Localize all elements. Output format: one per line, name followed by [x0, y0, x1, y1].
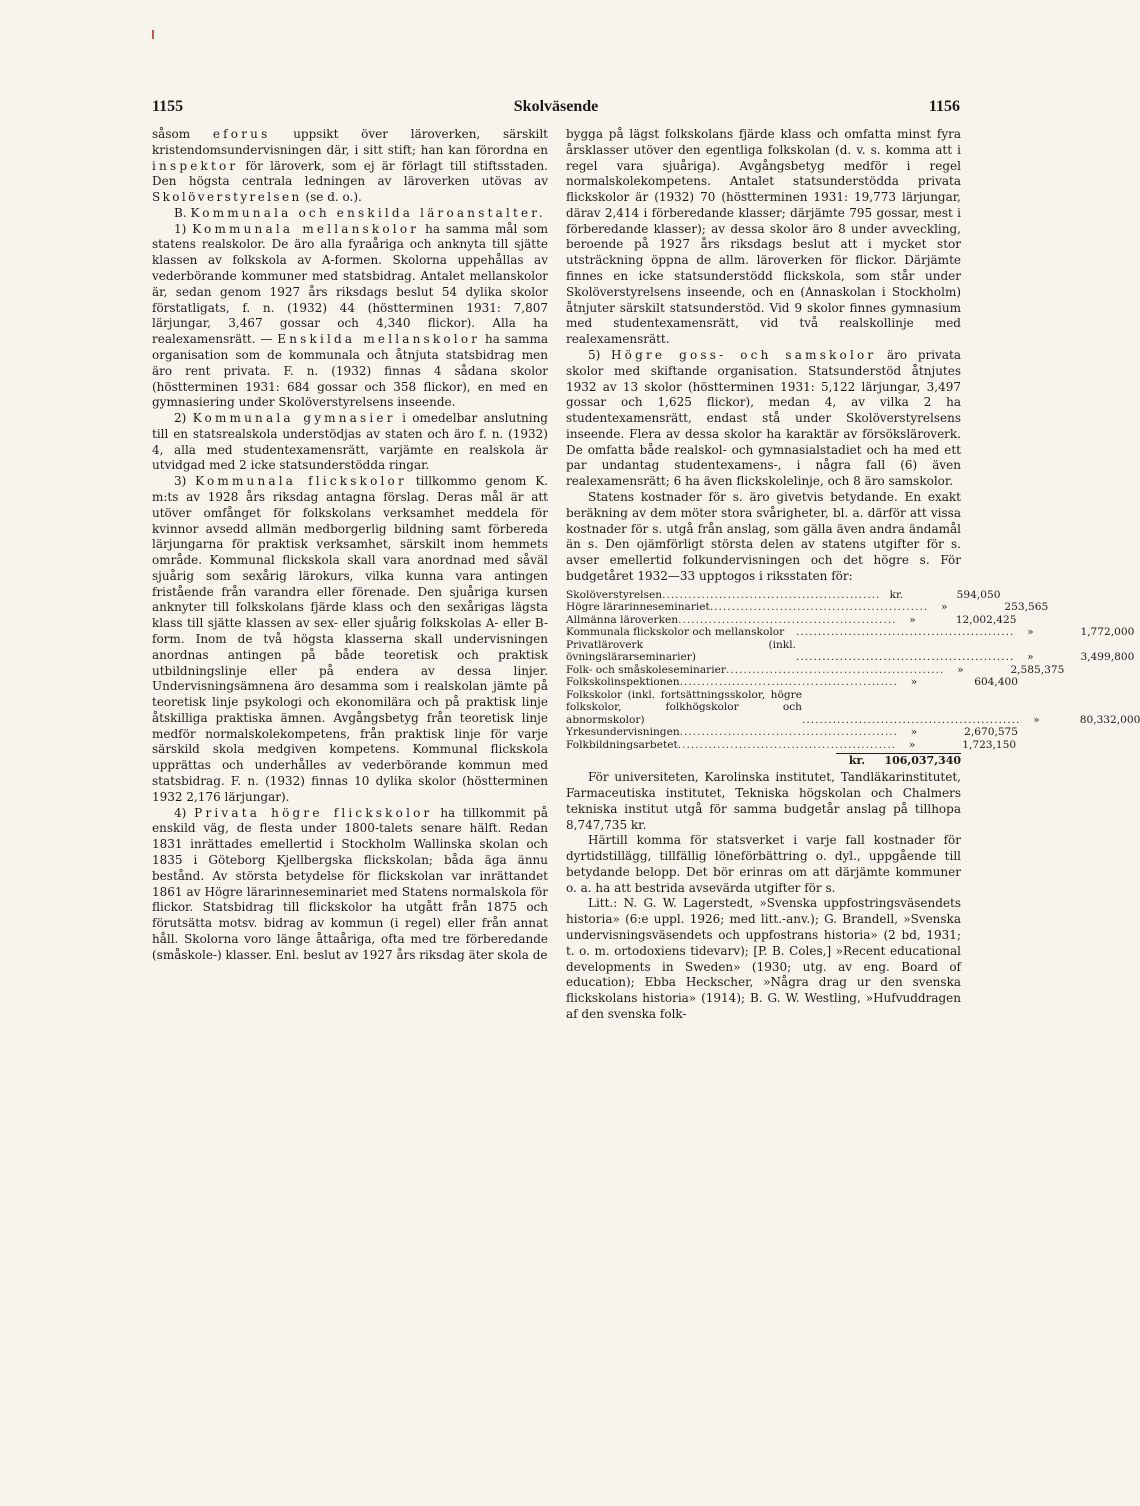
budget-row [566, 588, 1001, 602]
budget-row [566, 601, 1049, 614]
text: tillkommo genom K. m:ts av 1928 års riksdag antagna förslag. Deras mål är att utöver omfånget för folkskolans verksamhet meddela för kvinnor avsedd allmän medborgerlig bildning samt förbereda lärjungarna för praktisk verksamhet, särskilt inom hemmets område. Kommunal flickskola skall vara anordnad med såväl sjuårig som sexårig lärokurs, vilka kunna vara antingen fristående från varandra eller förenade. Den sjuåriga kursen anknyter till folkskolans fjärde klass och den sexårigas lägsta klass till sjätte klassen av sex- eller sjuårig folkskolas A- eller B-form. Inom de två högsta klasserna skall undervisningen anordnas antingen på både teoretisk och praktisk utbildningslinje eller på endera av dessa linjer. Undervisningsämnena äro desamma som i realskolan jämte på teoretisk linje psykologi och ekonomilära och på praktisk linje åtskilliga praktiska ämnen. Avgångsbetyg från teoretisk linje medför normalskolekompetens, från praktisk linje för varje särskild skola medgiven kompetens. Kommunal flickskola upprättas och underhålles av vederbörande kommun med statsbidrag. F. n. (1932) finnas 10 dylika skolor (höstterminen 1932 2,176 lärjungar). [152, 474, 548, 804]
spaced-term: eforus [212, 127, 271, 141]
paragraph-mellanskolor [152, 222, 548, 411]
leader-dots: .................................................. [796, 651, 1015, 664]
spaced-term: Skolöverstyrelsen [152, 190, 302, 205]
right-column [566, 127, 1140, 1023]
budget-label: Folk- och småskoleseminarier [566, 663, 726, 676]
budget-value: 604,400 [974, 676, 1019, 689]
paragraph-privata-flickskolor [152, 806, 548, 964]
text: 2) [174, 411, 193, 426]
running-title: Skolväsende [513, 98, 599, 115]
text: 5) [588, 347, 611, 362]
leader-dots: .................................................. [796, 626, 1015, 639]
total-unit: kr. [848, 754, 866, 768]
paragraph-samskolor [566, 348, 961, 490]
budget-label: Högre lärarinneseminariet [566, 601, 710, 614]
budget-unit: » [910, 676, 918, 689]
budget-label: Allmänna läroverken [566, 613, 679, 626]
paragraph-universiteten: För universiteten, Karolinska institutet, Tandläkarinstitutet, Farmaceutiska institutet, Tekniska högskolan och Chalmers tekniska institut utgå för samma budgetår anslag på tillhopa 8,747,735 kr. [566, 770, 961, 832]
paragraph-litteratur: Litt.: N. G. W. Lagerstedt, »Svenska uppfostringsväsendets historia» (6:e uppl. 1926; med litt.-anv.); G. Brandell, »Svenska undervisningsväsendets och uppfostrans historia» (2 bd, 1931; t. o. m. ortodoxiens tidevarv); [P. B. Coles,] »Recent educational developments in Sweden» (1930; utg. av eng. Board of education); Ebba Heckscher, »Några drag ur den svenska flickskolans historia» (1914); B. G. W. Westling, »Hufvuddragen af den svenska folk- [566, 896, 961, 1021]
budget-value: 1,772,000 [1080, 626, 1135, 639]
budget-value: 12,002,425 [955, 613, 1017, 626]
left-column [152, 127, 548, 963]
paragraph-flickskolor [152, 474, 548, 805]
text: för läroverk, som ej är förlagt till stiftsstaden. Den högsta centrala ledningen av läroverken utövas av [152, 158, 548, 189]
budget-label: Folkskolor (inkl. fortsättningsskolor, högre folkskolor, folkhögskolor och abnormskolor) [566, 688, 802, 726]
budget-label: Privatläroverk (inkl. övningslärarseminarier) [566, 638, 796, 664]
budget-label: Kommunala flickskolor och mellanskolor [566, 626, 785, 639]
leader-dots: .................................................. [709, 601, 929, 614]
budget-value: 253,565 [1004, 601, 1049, 614]
budget-unit: » [1027, 626, 1034, 639]
paragraph-eforus [152, 127, 548, 206]
budget-label: Folkbildningsarbetet [566, 738, 678, 751]
text: ha tillkommit på enskild väg, de flesta under 1800-talets senare hälft. Redan 1831 inrättades emellertid i Stockholm Wallinska skolan och 1835 i Göteborg Kjellbergska flickskolan; båda äga ännu bestånd. Av största betydelse för flickskolan var inrättandet 1861 av Högre lärarinneseminariet med Statens normalskola för flickor. Statsbidrag till flickskolor ha utgått från 1875 och förutsätta motsv. bidrag av kommun (i regel) eller från annat håll. Skolorna voro länge åttaåriga, ofta med tre förberedande (småskole-) klasser. Enl. beslut av 1927 års riksdag äter skola de [152, 805, 548, 962]
budget-unit: » [908, 738, 916, 751]
budget-table [566, 588, 1140, 769]
text: såsom [152, 127, 213, 141]
budget-value: 2,670,575 [964, 726, 1019, 739]
budget-unit: » [910, 726, 918, 739]
budget-label: Folkskolinspektionen [566, 676, 680, 689]
paragraph-gymnasier [152, 411, 548, 474]
budget-label: Yrkesundervisningen [566, 726, 680, 739]
text: uppsikt över läroverken, särskilt kristendomsundervisningen där, i sitt stift; han kan förordna en [152, 127, 548, 157]
budget-row [566, 638, 1135, 664]
budget-unit: kr. [889, 588, 904, 601]
total-value: 106,037,340 [884, 754, 961, 768]
leader-dots: .................................................. [678, 613, 897, 626]
budget-unit: » [1033, 713, 1040, 726]
budget-row [566, 676, 1019, 689]
budget-row [566, 663, 1065, 677]
section-heading-b [152, 206, 548, 222]
leader-dots: .................................................. [679, 726, 899, 739]
page-number-right: 1156 [928, 98, 960, 115]
text: (se d. o.). [301, 190, 362, 205]
text: 1) [174, 221, 193, 236]
text: äro privata skolor med skiftande organisation. Statsunderstöd åtnjutes 1932 av 13 skolor (höstterminen 1931: 5,122 lärjungar, 3,497 gossar och 1,625 flickor), medan 4, av vilka 2 ha studentexamensrätt, endast stå under Skolöverstyrelsens inseende. Flera av dessa skolor ha karaktär av försöksläroverk. De omfatta både realskol- och gymnasialstadiet och ha med ett par undantag studentexamens-, i några fall (6) även realexamensrätt; 6 ha även flickskolelinje, och 8 äro samskolor. [566, 347, 961, 489]
budget-row [566, 688, 1140, 727]
text: ha samma mål som statens realskolor. De äro alla fyraåriga och anknyta till sjätte klassen av folkskola av A-formen. Skolorna uppehållas av vederbörande kommuner med statsbidrag. Antalet mellanskolor är, sedan genom 1927 års riksdags beslut 54 dylika skolor förstatligats, f. n. (1932) 44 (höstterminen 1931: 7,807 lärjungar, 3,467 gossar och 4,340 flickor). Alla ha realexamensrätt. — [152, 221, 548, 347]
spaced-term: Kommunala gymnasier [192, 411, 396, 426]
spaced-term: Kommunala mellanskolor [192, 221, 420, 236]
budget-value: 80,332,000 [1079, 713, 1140, 726]
budget-value: 3,499,800 [1080, 651, 1135, 664]
paragraph-hartill: Härtill komma för statsverket i varje fall kostnader för dyrtidstillägg, tillfällig löneförbättring o. dyl., uppgående till betydande belopp. Det bör erinras om att därjämte kommuner o. a. ha att bestrida avsevärda utgifter för s. [566, 833, 961, 895]
page-header [152, 98, 960, 120]
budget-unit: » [957, 663, 964, 676]
leader-dots: .................................................. [662, 588, 881, 601]
budget-unit: » [909, 613, 916, 626]
budget-unit: » [940, 601, 948, 614]
paragraph-continued: bygga på lägst folkskolans fjärde klass och omfatta minst fyra årsklasser utöver den egentliga folkskolan (d. v. s. komma att i regel vara sjuåriga). Avgångsbetyg medför i regel normalskolekompetens. Antalet statsunderstödda privata flickskolor är (1932) 70 (höstterminen 1931: 19,773 lärjungar, därav 2,414 i förberedande klasser; därjämte 795 gossar, mest i förberedande klasser); av dessa skolor äro 8 under avveckling, beroende på 1927 års riksdags beslut att i mycket stor utsträckning öppna de allm. läroverken för flickor. Därjämte finnes en icke statsunderstödd flickskola, som står under Skolöverstyrelsens inseende, och en (Annaskolan i Stockholm) åtnjuter särskilt statsunderstöd. Vid 9 skolor finnes gymnasium med studentexamensrätt, vid två realskollinje med realexamensrätt. [566, 127, 961, 347]
budget-value: 1,723,150 [962, 738, 1017, 751]
text: B. [174, 205, 191, 220]
text: ha samma organisation som de kommunala och åtnjuta statsbidrag men äro rent privata. F. n. (1932) finnas 4 sådana skolor (höstterminen 1931: 684 gossar och 358 flickor), en med en gymnasiering under Skolöverstyrelsens inseende. [152, 332, 548, 410]
leader-dots: .................................................. [677, 738, 897, 751]
spaced-term: Kommunala flickskolor [195, 474, 407, 489]
budget-row [566, 626, 1135, 639]
budget-row [566, 613, 1017, 627]
text: i omedelbar anslutning till en statsrealskola understödjas av staten och äro f. n. (1932) 4, alla med studentexamensrätt, varjämte en realskola är utvidgad med 2 icke statsunderstödda ringar. [152, 411, 548, 473]
budget-value: 594,050 [956, 588, 1001, 601]
spaced-term: Kommunala och enskilda läroanstalter. [190, 205, 546, 220]
spaced-term: Enskilda mellanskolor [277, 332, 481, 347]
leader-dots: .................................................. [679, 676, 899, 689]
page-number-left: 1155 [152, 98, 184, 115]
leader-dots: .................................................. [802, 713, 1021, 726]
ink-mark [152, 30, 154, 39]
paragraph-kostnader: Statens kostnader för s. äro givetvis betydande. En exakt beräkning av dem möter stora svårigheter, bl. a. därför att vissa kostnader för s. utgå från anslag, som gälla även andra ändamål än s. Den ojämförligt största delen av statens utgifter för s. avser emellertid folkundervisningen och det högre s. För budgetåret 1932—33 upptogos i riksstaten för: [566, 489, 961, 583]
budget-row [566, 726, 1019, 739]
text: 4) [174, 805, 195, 820]
budget-value: 2,585,375 [1010, 663, 1065, 676]
budget-total [566, 754, 961, 768]
budget-row [566, 738, 1017, 752]
budget-label: Skolöverstyrelsen [566, 588, 663, 601]
spaced-term: Privata högre flickskolor [194, 805, 433, 820]
budget-unit: » [1027, 651, 1034, 664]
spaced-term: Högre goss- och samskolor [611, 347, 877, 362]
leader-dots: .................................................. [725, 663, 945, 676]
text: 3) [174, 474, 196, 489]
spaced-term: inspektor [152, 158, 239, 173]
